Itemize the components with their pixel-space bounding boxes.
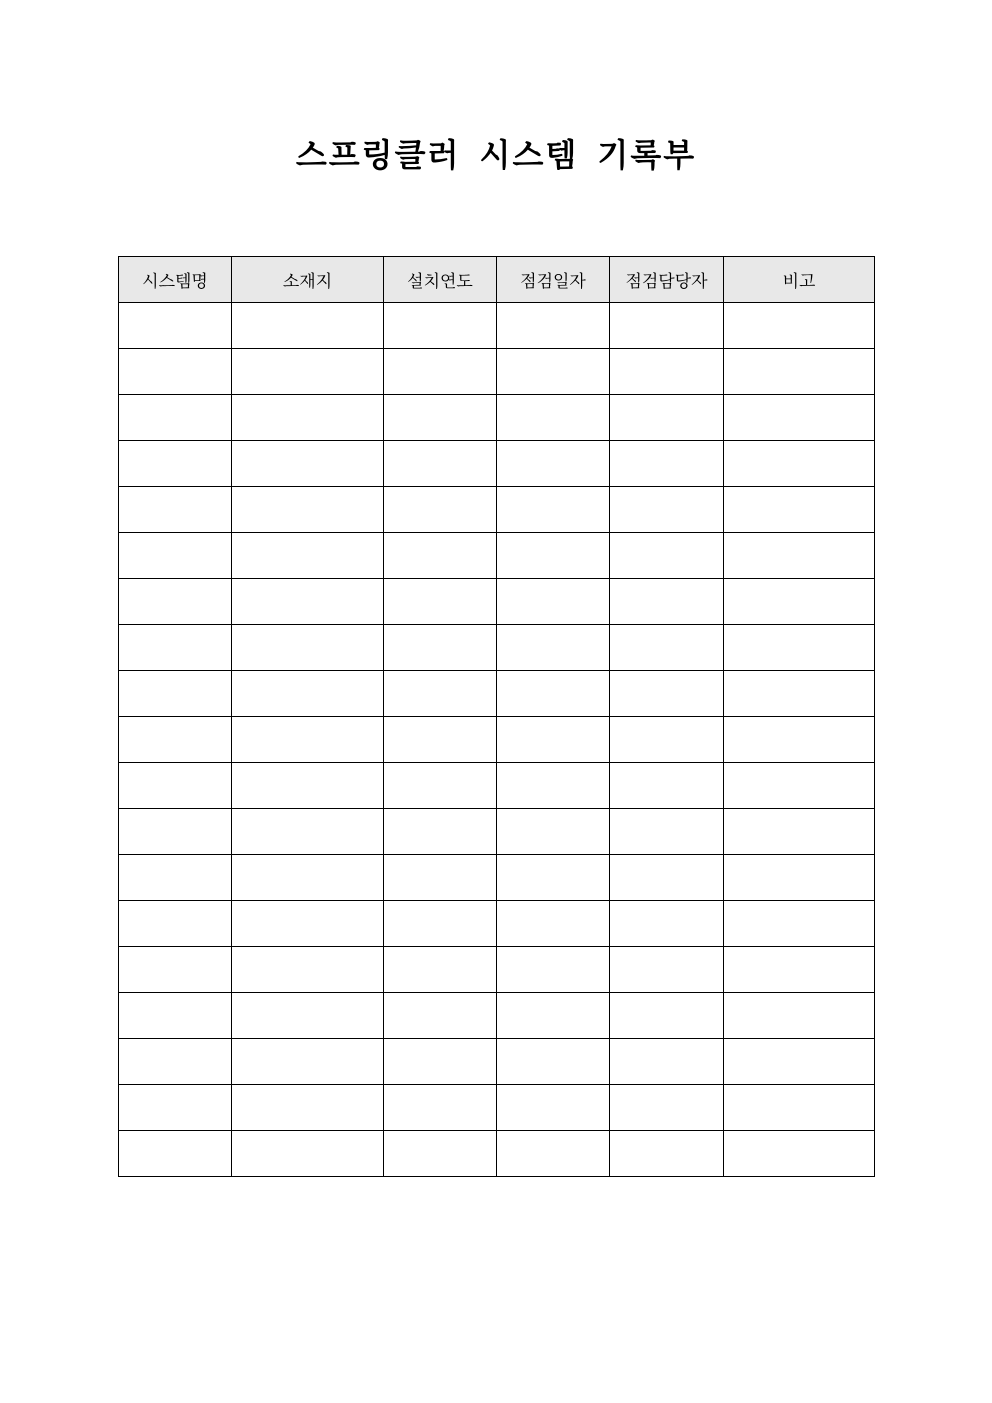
cell-install-year[interactable] [384,1085,497,1131]
cell-remarks[interactable] [724,993,875,1039]
document-title: 스프링클러 시스템 기록부 [295,136,697,174]
cell-inspection-date[interactable] [497,533,610,579]
cell-location[interactable] [232,671,384,717]
table-row [119,763,875,809]
table-row [119,901,875,947]
cell-system-name[interactable] [119,1039,232,1085]
cell-inspection-date[interactable] [497,855,610,901]
cell-remarks[interactable] [724,947,875,993]
column-header-inspector: 점검담당자 [610,257,724,303]
cell-system-name[interactable] [119,809,232,855]
cell-remarks[interactable] [724,763,875,809]
cell-location[interactable] [232,625,384,671]
table-row [119,1085,875,1131]
cell-system-name[interactable] [119,947,232,993]
cell-install-year[interactable] [384,855,497,901]
cell-install-year[interactable] [384,533,497,579]
cell-inspector[interactable] [610,763,724,809]
cell-location[interactable] [232,763,384,809]
cell-location[interactable] [232,395,384,441]
cell-inspector[interactable] [610,441,724,487]
cell-location[interactable] [232,855,384,901]
cell-remarks[interactable] [724,1085,875,1131]
table-row [119,579,875,625]
cell-inspection-date[interactable] [497,441,610,487]
cell-inspection-date[interactable] [497,901,610,947]
table-row [119,625,875,671]
cell-install-year[interactable] [384,901,497,947]
cell-inspector[interactable] [610,901,724,947]
column-header-inspection-date: 점검일자 [497,257,610,303]
cell-remarks[interactable] [724,901,875,947]
table-body [119,303,875,1177]
column-header-system-name: 시스템명 [119,257,232,303]
cell-remarks[interactable] [724,303,875,349]
cell-system-name[interactable] [119,901,232,947]
cell-location[interactable] [232,1039,384,1085]
cell-inspector[interactable] [610,1085,724,1131]
cell-inspector[interactable] [610,487,724,533]
cell-inspection-date[interactable] [497,349,610,395]
cell-inspection-date[interactable] [497,763,610,809]
cell-location[interactable] [232,717,384,763]
cell-location[interactable] [232,487,384,533]
cell-inspector[interactable] [610,671,724,717]
cell-remarks[interactable] [724,533,875,579]
cell-location[interactable] [232,809,384,855]
cell-install-year[interactable] [384,763,497,809]
table-row [119,349,875,395]
cell-inspection-date[interactable] [497,1039,610,1085]
cell-system-name[interactable] [119,1085,232,1131]
table-row [119,1039,875,1085]
cell-remarks[interactable] [724,579,875,625]
cell-system-name[interactable] [119,487,232,533]
cell-install-year[interactable] [384,671,497,717]
cell-remarks[interactable] [724,855,875,901]
cell-remarks[interactable] [724,349,875,395]
cell-system-name[interactable] [119,763,232,809]
cell-remarks[interactable] [724,487,875,533]
cell-install-year[interactable] [384,579,497,625]
cell-inspector[interactable] [610,349,724,395]
table-row [119,441,875,487]
cell-inspection-date[interactable] [497,993,610,1039]
cell-location[interactable] [232,303,384,349]
cell-system-name[interactable] [119,717,232,763]
cell-location[interactable] [232,1085,384,1131]
cell-inspection-date[interactable] [497,947,610,993]
cell-install-year[interactable] [384,947,497,993]
table-row [119,533,875,579]
cell-location[interactable] [232,349,384,395]
cell-inspector[interactable] [610,717,724,763]
cell-inspector[interactable] [610,533,724,579]
cell-location[interactable] [232,901,384,947]
table-row [119,671,875,717]
cell-system-name[interactable] [119,533,232,579]
cell-inspector[interactable] [610,625,724,671]
cell-inspection-date[interactable] [497,809,610,855]
cell-system-name[interactable] [119,349,232,395]
cell-install-year[interactable] [384,303,497,349]
cell-inspection-date[interactable] [497,395,610,441]
cell-system-name[interactable] [119,395,232,441]
cell-system-name[interactable] [119,993,232,1039]
cell-install-year[interactable] [384,1039,497,1085]
table-row [119,993,875,1039]
cell-inspector[interactable] [610,1131,724,1177]
cell-install-year[interactable] [384,349,497,395]
column-header-location: 소재지 [232,257,384,303]
cell-inspector[interactable] [610,395,724,441]
cell-location[interactable] [232,579,384,625]
cell-location[interactable] [232,533,384,579]
cell-remarks[interactable] [724,625,875,671]
table-row [119,395,875,441]
cell-location[interactable] [232,993,384,1039]
table-row [119,855,875,901]
cell-inspector[interactable] [610,303,724,349]
cell-install-year[interactable] [384,717,497,763]
header-row [119,257,875,303]
cell-install-year[interactable] [384,809,497,855]
table-row [119,947,875,993]
cell-system-name[interactable] [119,855,232,901]
table-row [119,1131,875,1177]
cell-inspection-date[interactable] [497,303,610,349]
cell-location[interactable] [232,947,384,993]
column-header-install-year: 설치연도 [384,257,497,303]
cell-system-name[interactable] [119,625,232,671]
cell-inspection-date[interactable] [497,717,610,763]
cell-remarks[interactable] [724,441,875,487]
cell-inspection-date[interactable] [497,1085,610,1131]
cell-inspector[interactable] [610,855,724,901]
cell-inspector[interactable] [610,947,724,993]
cell-remarks[interactable] [724,671,875,717]
table-row [119,487,875,533]
cell-system-name[interactable] [119,441,232,487]
cell-remarks[interactable] [724,1131,875,1177]
cell-location[interactable] [232,1131,384,1177]
cell-install-year[interactable] [384,625,497,671]
cell-system-name[interactable] [119,303,232,349]
cell-inspection-date[interactable] [497,671,610,717]
cell-remarks[interactable] [724,809,875,855]
column-header-remarks: 비고 [724,257,875,303]
cell-remarks[interactable] [724,1039,875,1085]
cell-inspection-date[interactable] [497,487,610,533]
cell-system-name[interactable] [119,579,232,625]
sprinkler-record-table [118,256,875,1177]
cell-inspection-date[interactable] [497,1131,610,1177]
table-row [119,303,875,349]
cell-inspector[interactable] [610,809,724,855]
cell-remarks[interactable] [724,717,875,763]
cell-install-year[interactable] [384,993,497,1039]
cell-system-name[interactable] [119,671,232,717]
cell-inspection-date[interactable] [497,625,610,671]
cell-location[interactable] [232,441,384,487]
cell-inspector[interactable] [610,1039,724,1085]
cell-inspector[interactable] [610,993,724,1039]
table-row [119,717,875,763]
cell-install-year[interactable] [384,395,497,441]
cell-remarks[interactable] [724,395,875,441]
table-row [119,809,875,855]
cell-system-name[interactable] [119,1131,232,1177]
cell-install-year[interactable] [384,487,497,533]
cell-inspector[interactable] [610,579,724,625]
cell-install-year[interactable] [384,1131,497,1177]
cell-inspection-date[interactable] [497,579,610,625]
cell-install-year[interactable] [384,441,497,487]
